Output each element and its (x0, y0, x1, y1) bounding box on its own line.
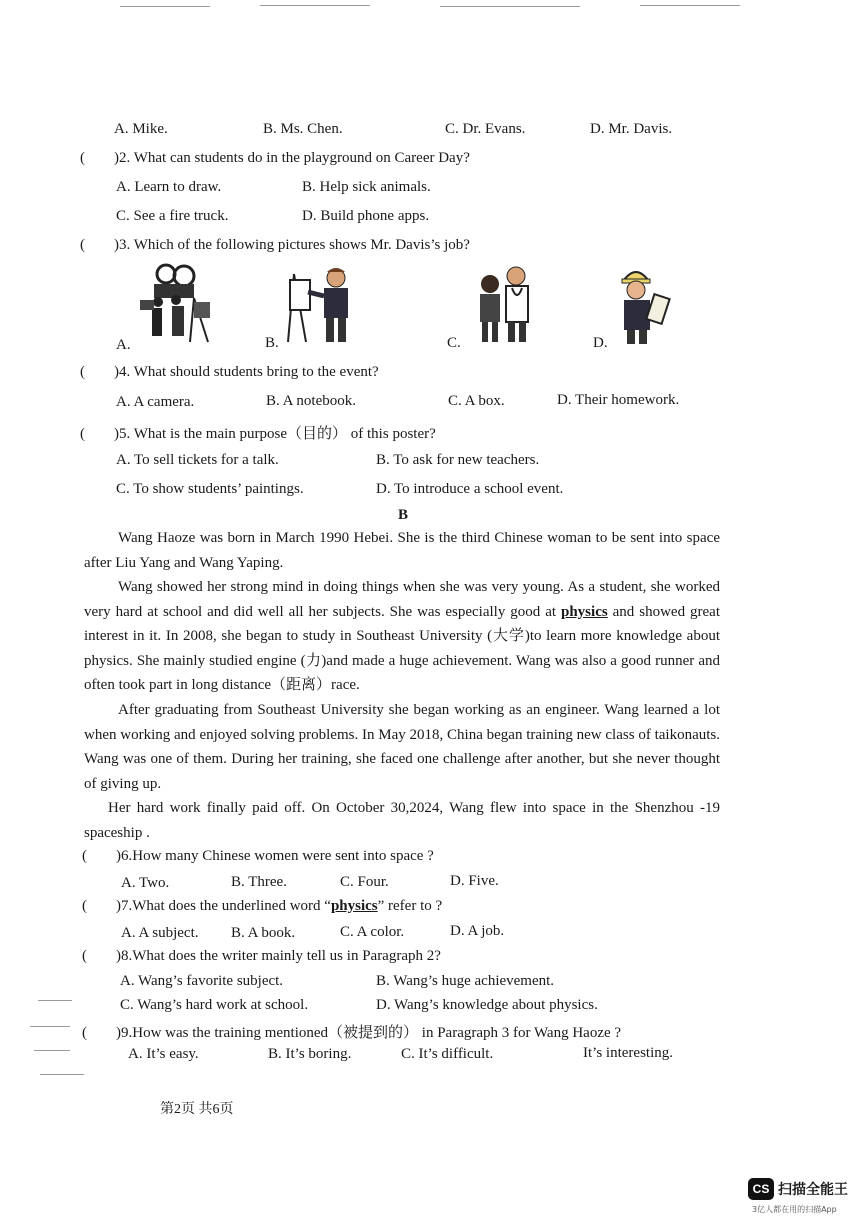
question-3 (80, 237, 470, 254)
q7-option-a: A. A subject. (121, 925, 199, 941)
painter-easel-icon (284, 262, 362, 346)
scanner-app-name: 扫描全能王 (778, 1182, 848, 1198)
q4-option-a: A. A camera. (116, 394, 195, 410)
page-number: 第2页 共6页 (160, 1102, 234, 1117)
q7-option-d: D. A job. (450, 923, 505, 939)
q4-option-b: B. A notebook. (266, 393, 357, 409)
question-2 (80, 150, 470, 167)
question-text: )4. What should students bring to the event? (114, 364, 379, 380)
q7-option-c: C. A color. (340, 924, 405, 940)
question-text: )2. What can students do in the playground on Career Day? (114, 150, 470, 166)
q6-option-b: B. Three. (231, 874, 287, 890)
question-text: )5. What is the main purpose（目的） of this poster? (114, 426, 436, 442)
doctor-patient-icon (470, 262, 548, 346)
answer-blank[interactable]: ( (80, 150, 85, 166)
q5-option-b: B. To ask for new teachers. (376, 452, 540, 468)
question-9 (82, 1021, 621, 1042)
q1-option-c: C. Dr. Evans. (445, 121, 526, 137)
section-b-title: B (398, 507, 409, 523)
question-4 (80, 364, 379, 381)
answer-blank[interactable]: ( (82, 898, 87, 914)
q8-option-c: C. Wang’s hard work at school. (120, 997, 309, 1013)
question-6 (82, 848, 434, 865)
q1-option-d: D. Mr. Davis. (590, 121, 673, 137)
film-camera-crew-icon (136, 262, 214, 346)
q6-option-c: C. Four. (340, 874, 389, 890)
q1-option-b: B. Ms. Chen. (263, 121, 343, 137)
q6-option-a: A. Two. (121, 875, 170, 891)
q1-option-a: A. Mike. (114, 121, 168, 137)
passage-paragraph-2: Wang showed her strong mind in doing things when she was very young. As a student, she worked very hard at school and did well all her subjects. She was especially good at physics and showed great interest in it. In 2008, she began to study in Southeast University (大学)to learn more knowledge about physics. She mainly studied engine (力)and made a huge achievement. Wang was also a good runner and often took part in long distance（距离）race. (84, 579, 720, 693)
answer-blank[interactable]: ( (80, 426, 85, 442)
engineer-hardhat-icon (612, 262, 690, 346)
q3-option-d: D. (593, 335, 608, 351)
camscanner-logo-icon: CS (748, 1178, 774, 1200)
q7-option-b: B. A book. (231, 925, 296, 941)
q9-option-b: B. It’s boring. (268, 1046, 352, 1062)
q2-option-b: B. Help sick animals. (302, 179, 431, 195)
q2-option-c: C. See a fire truck. (116, 208, 229, 224)
q9-option-c: C. It’s difficult. (401, 1046, 494, 1062)
passage-paragraph-4: Her hard work finally paid off. On October 30,2024, Wang flew into space in the Shenzhou -19 spaceship . (84, 800, 720, 841)
answer-blank[interactable]: ( (82, 848, 87, 864)
q9-option-d: It’s interesting. (583, 1045, 673, 1061)
answer-blank[interactable]: ( (80, 237, 85, 253)
question-7: ( )7.What does the underlined word “physics” refer to ? (82, 898, 443, 914)
q3-option-a: A. (116, 337, 131, 353)
passage-paragraph-1: Wang Haoze was born in March 1990 Hebei. She is the third Chinese woman to be sent into space after Liu Yang and Wang Yaping. (84, 530, 720, 571)
passage-paragraph-3: After graduating from Southeast University she began working as an engineer. Wang learned a lot when working and enjoyed solving problems. In May 2018, China began training new class of taikonauts. Wang was one of them. During her training, she faced one challenge after another, but she never thought of giving up. (84, 702, 720, 792)
question-8 (82, 948, 441, 965)
q4-option-d: D. Their homework. (557, 392, 680, 408)
question-text: )6.How many Chinese women were sent into space ? (116, 848, 434, 864)
q9-option-a: A. It’s easy. (128, 1046, 199, 1062)
q6-option-d: D. Five. (450, 873, 499, 889)
q4-option-c: C. A box. (448, 393, 505, 409)
q5-option-c: C. To show students’ paintings. (116, 481, 304, 497)
q8-option-a: A. Wang’s favorite subject. (120, 973, 284, 989)
question-5 (80, 422, 436, 443)
q3-option-c: C. (447, 335, 461, 351)
question-text: )8.What does the writer mainly tell us in Paragraph 2? (116, 948, 441, 964)
underlined-word-physics: physics (330, 898, 378, 914)
q5-option-a: A. To sell tickets for a talk. (116, 452, 279, 468)
q3-option-b: B. (265, 335, 279, 351)
underlined-word-physics: physics (561, 603, 608, 620)
q2-option-d: D. Build phone apps. (302, 208, 430, 224)
q5-option-d: D. To introduce a school event. (376, 481, 564, 497)
answer-blank[interactable]: ( (82, 1025, 87, 1041)
answer-blank[interactable]: ( (82, 948, 87, 964)
scanner-slogan: 3亿人都在用的扫描App (752, 1205, 837, 1214)
q2-option-a: A. Learn to draw. (116, 179, 222, 195)
q8-option-b: B. Wang’s huge achievement. (376, 973, 555, 989)
q8-option-d: D. Wang’s knowledge about physics. (376, 997, 598, 1013)
question-text: )3. Which of the following pictures shows Mr. Davis’s job? (114, 237, 470, 253)
answer-blank[interactable]: ( (80, 364, 85, 380)
question-text: )9.How was the training mentioned（被提到的） in Paragraph 3 for Wang Haoze ? (116, 1025, 622, 1041)
